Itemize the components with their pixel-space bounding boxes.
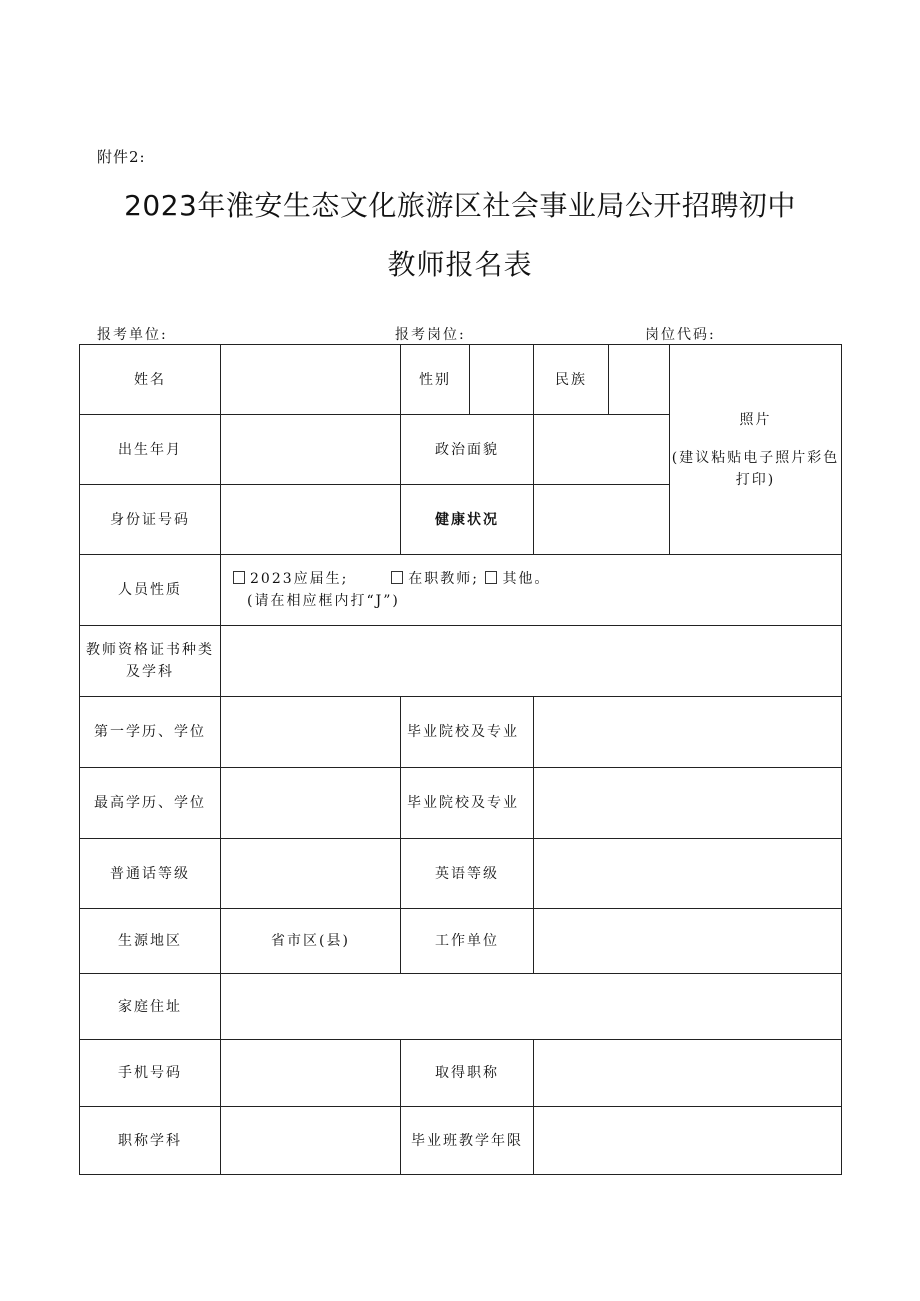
- teacher-cert-field[interactable]: [221, 626, 842, 697]
- gender-field[interactable]: [470, 345, 534, 415]
- name-label: 姓名: [80, 345, 221, 415]
- grad-class-years-field[interactable]: [534, 1107, 842, 1175]
- first-degree-field[interactable]: [221, 697, 401, 768]
- photo-cell[interactable]: [670, 345, 842, 555]
- mandarin-label: 普通话等级: [80, 839, 221, 909]
- ethnicity-field[interactable]: [609, 345, 670, 415]
- photo-label: 照片: [739, 411, 772, 428]
- birth-label: 出生年月: [80, 415, 221, 485]
- option-in-service-teacher: 在职教师;: [408, 571, 479, 587]
- apply-unit-label: 报考单位:: [97, 327, 168, 343]
- name-field[interactable]: [221, 345, 401, 415]
- checkbox-instruction: (请在相应框内打“J”): [247, 593, 400, 609]
- english-field[interactable]: [534, 839, 842, 909]
- gender-label: 性别: [401, 345, 470, 415]
- title-subject-field[interactable]: [221, 1107, 401, 1175]
- school-major-field-1[interactable]: [534, 697, 842, 768]
- option-other: 其他。: [502, 571, 551, 587]
- photo-note: (建议粘贴电子照片彩色打印): [671, 449, 840, 488]
- workplace-field[interactable]: [534, 909, 842, 974]
- origin-field[interactable]: 省市区(县): [221, 909, 401, 974]
- origin-label: 生源地区: [80, 909, 221, 974]
- page-title-line1: 2023年淮安生态文化旅游区社会事业局公开招聘初中: [124, 189, 796, 222]
- teacher-cert-label: 教师资格证书种类及学科: [80, 626, 221, 697]
- registration-form-table: [79, 344, 842, 1175]
- phone-label: 手机号码: [80, 1040, 221, 1107]
- political-label: 政治面貌: [401, 415, 534, 485]
- english-label: 英语等级: [401, 839, 534, 909]
- personnel-type-label: 人员性质: [80, 555, 221, 626]
- ethnicity-label: 民族: [534, 345, 609, 415]
- health-label: 健康状况: [401, 485, 534, 555]
- address-label: 家庭住址: [80, 974, 221, 1040]
- workplace-label: 工作单位: [401, 909, 534, 974]
- title-obtained-field[interactable]: [534, 1040, 842, 1107]
- id-number-label: 身份证号码: [80, 485, 221, 555]
- political-field[interactable]: [534, 415, 670, 485]
- option-fresh-graduate: 2023应届生;: [250, 571, 349, 587]
- school-major-label-2: 毕业院校及专业: [401, 768, 534, 839]
- checkbox-fresh-graduate[interactable]: [233, 571, 245, 584]
- page-title-line2: 教师报名表: [387, 248, 533, 281]
- birth-field[interactable]: [221, 415, 401, 485]
- mandarin-field[interactable]: [221, 839, 401, 909]
- school-major-field-2[interactable]: [534, 768, 842, 839]
- phone-field[interactable]: [221, 1040, 401, 1107]
- personnel-type-options: [221, 555, 842, 626]
- checkbox-in-service-teacher[interactable]: [391, 571, 403, 584]
- post-code-label: 岗位代码:: [645, 327, 716, 343]
- highest-degree-field[interactable]: [221, 768, 401, 839]
- health-field[interactable]: [534, 485, 670, 555]
- checkbox-other[interactable]: [485, 571, 497, 584]
- title-obtained-label: 取得职称: [401, 1040, 534, 1107]
- address-field[interactable]: [221, 974, 842, 1040]
- school-major-label-1: 毕业院校及专业: [401, 697, 534, 768]
- grad-class-years-label: 毕业班教学年限: [401, 1107, 534, 1175]
- highest-degree-label: 最高学历、学位: [80, 768, 221, 839]
- title-subject-label: 职称学科: [80, 1107, 221, 1175]
- apply-post-label: 报考岗位:: [395, 327, 466, 343]
- id-number-field[interactable]: [221, 485, 401, 555]
- first-degree-label: 第一学历、学位: [80, 697, 221, 768]
- annex-label: 附件2:: [97, 148, 146, 166]
